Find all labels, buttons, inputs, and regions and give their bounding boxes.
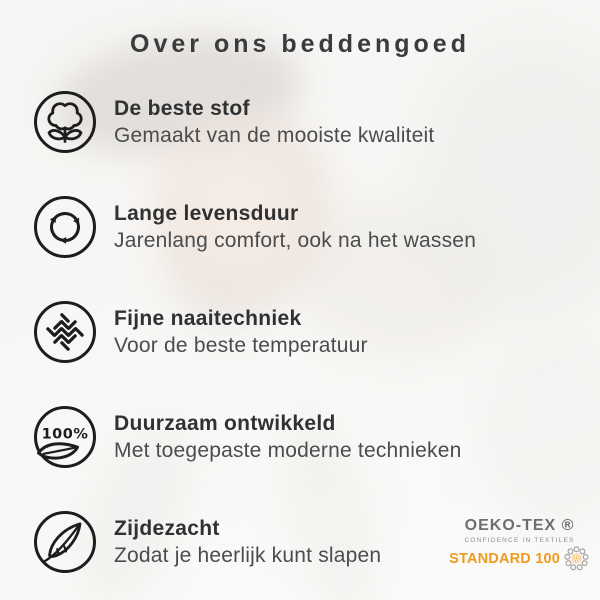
feature-row-naaitechniek (0, 299, 600, 365)
feature-text (114, 96, 434, 149)
recycle-icon (32, 194, 98, 260)
feature-text (114, 306, 368, 359)
oekotex-standard-label: STANDARD 100 (449, 550, 560, 567)
feature-text (114, 411, 462, 464)
oekotex-flower-icon (563, 545, 590, 572)
oekotex-tagline: CONFIDENCE IN TEXTILES (464, 537, 575, 544)
weave-icon (32, 299, 98, 365)
oekotex-certification (449, 517, 590, 572)
page-title: Over ons beddengoed (130, 30, 470, 58)
feature-subtitle: Gemaakt van de mooiste kwaliteit (114, 123, 435, 147)
feature-title: De beste stof (114, 96, 250, 120)
feature-title: Fijne naaitechniek (114, 306, 302, 330)
oekotex-standard-row (449, 545, 590, 572)
feature-text (114, 516, 381, 569)
feature-subtitle: Zodat je heerlijk kunt slapen (114, 543, 382, 567)
feature-subtitle: Voor de beste temperatuur (114, 333, 368, 357)
feature-subtitle: Met toegepaste moderne technieken (114, 438, 462, 462)
feature-title: Duurzaam ontwikkeld (114, 411, 336, 435)
feature-subtitle: Jarenlang comfort, ook na het wassen (114, 228, 477, 252)
leaf-100-icon (32, 404, 98, 470)
oekotex-brand-label: OEKO-TEX ® (464, 517, 575, 534)
cotton-icon (32, 89, 98, 155)
feature-row-levensduur (0, 194, 600, 260)
feather-icon (32, 509, 98, 575)
feature-row-duurzaam (0, 404, 600, 470)
feature-text (114, 201, 476, 254)
feature-title: Zijdezacht (114, 516, 220, 540)
hundred-percent-label: 100% (41, 426, 89, 443)
feature-row-beste-stof (0, 89, 600, 155)
feature-title: Lange levensduur (114, 201, 299, 225)
